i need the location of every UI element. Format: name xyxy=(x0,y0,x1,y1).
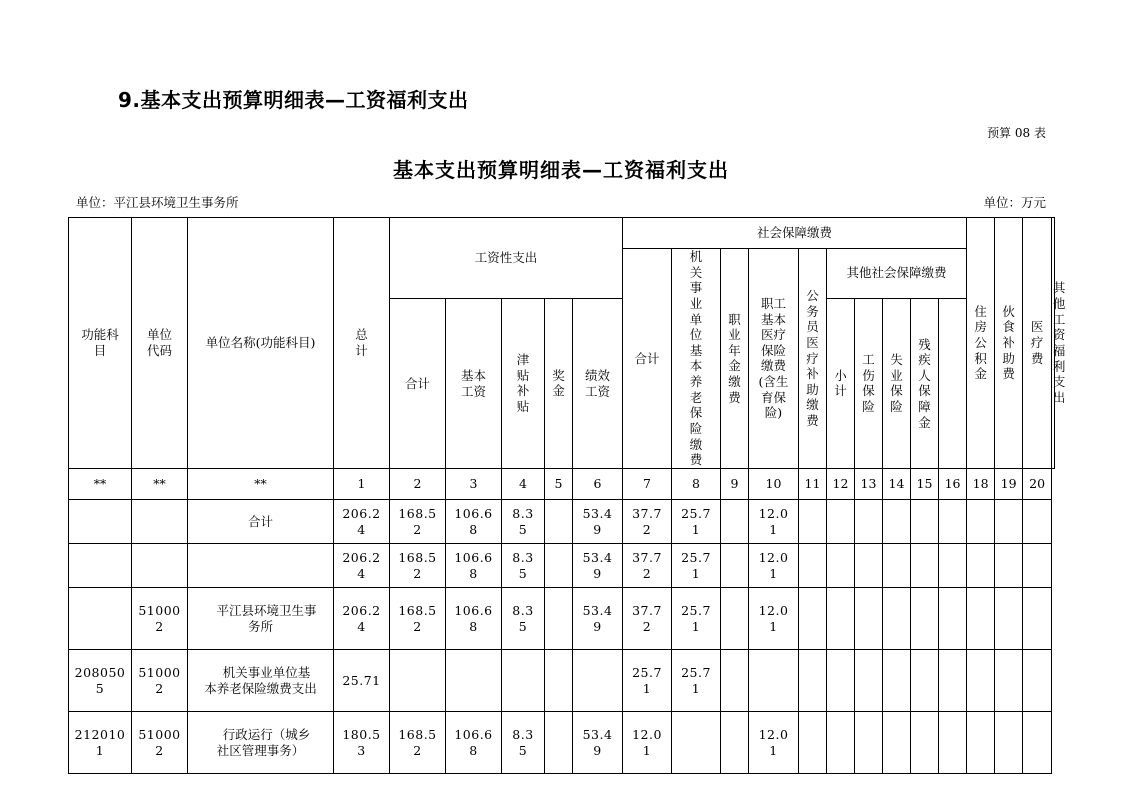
cell-line: 12.0 xyxy=(758,549,789,565)
index-cell: 6 xyxy=(573,469,623,500)
cell-line: 1 xyxy=(642,680,652,696)
empty-cell xyxy=(911,650,939,712)
empty-cell xyxy=(883,712,911,774)
unit-code-cell xyxy=(132,650,188,712)
cell-line: 本养老保险缴费支出 xyxy=(204,680,317,696)
cell-line: 8 xyxy=(469,521,478,537)
index-cell: 2 xyxy=(390,469,446,500)
header-injury: 工伤保险 xyxy=(855,299,883,469)
empty-cell xyxy=(799,712,827,774)
cell-line: 51000 xyxy=(138,664,181,680)
cell-line: 37.7 xyxy=(632,602,662,618)
cell-line: 1 xyxy=(691,618,701,634)
unit-name-label: 单位：平江县环境卫生事务所 xyxy=(76,195,239,210)
cell-line: 168.5 xyxy=(398,549,437,565)
header-performance: 绩效工资 xyxy=(573,299,623,469)
header-unit-code: 单位代码 xyxy=(132,218,188,469)
cell-line: 8 xyxy=(469,742,478,758)
cell-line: 2 xyxy=(642,565,652,581)
cell-line: 机关事业单位基 xyxy=(222,664,311,680)
cell-line: 1 xyxy=(769,618,778,634)
header-wage-group: 工资性支出 xyxy=(390,218,623,299)
cell-line: 9 xyxy=(593,742,602,758)
cell-line: 53.4 xyxy=(582,726,613,742)
cell-line: 106.6 xyxy=(454,602,493,618)
cell-line: 106.6 xyxy=(454,549,493,565)
header-civil-medical: 公务员医疗补助缴费 xyxy=(799,249,827,469)
cell-line: 25.7 xyxy=(681,505,711,521)
wage-total-cell xyxy=(390,500,446,544)
cell-line: 社区管理事务） xyxy=(216,742,305,758)
header-social-total: 合计 xyxy=(623,249,672,469)
index-cell: ** xyxy=(132,469,188,500)
func-code-cell xyxy=(69,588,132,650)
cell-line: 3 xyxy=(357,742,366,758)
cell-line: 5 xyxy=(518,618,528,634)
header-annuity: 职业年金缴费 xyxy=(721,249,749,469)
empty-cell xyxy=(1023,650,1052,712)
cell-line: 5 xyxy=(518,521,528,537)
unit-code-cell xyxy=(132,712,188,774)
unit-name-cell xyxy=(188,500,334,544)
header-unit-name: 单位名称(功能科目) xyxy=(188,218,334,469)
cell-line: 9 xyxy=(593,521,602,537)
empty-cell xyxy=(911,712,939,774)
header-other-social-group: 其他社会保障缴费 xyxy=(827,249,967,299)
basic-wage-cell xyxy=(446,712,502,774)
cell-line: 12.0 xyxy=(758,505,789,521)
wage-total-cell xyxy=(390,650,446,712)
social-total-cell xyxy=(623,712,672,774)
bonus-cell xyxy=(545,500,573,544)
header-row xyxy=(69,218,1055,249)
unit-code-cell xyxy=(132,544,188,588)
cell-line: 25.71 xyxy=(342,672,381,688)
cell-line: 51000 xyxy=(138,726,181,742)
cell-line: 8 xyxy=(469,618,478,634)
cell-line: 106.6 xyxy=(454,726,493,742)
header-wage-total: 合计 xyxy=(390,299,446,469)
func-code-cell xyxy=(69,500,132,544)
header-total: 总计 xyxy=(334,218,390,469)
medical-cell xyxy=(749,544,799,588)
empty-cell xyxy=(799,588,827,650)
header-disability: 残疾人保障金 xyxy=(911,299,939,469)
index-cell: 13 xyxy=(855,469,883,500)
performance-cell xyxy=(573,500,623,544)
cell-line: 1 xyxy=(691,521,701,537)
empty-cell xyxy=(799,544,827,588)
empty-cell xyxy=(939,650,967,712)
empty-cell xyxy=(939,544,967,588)
header-medical-fee: 医疗费 xyxy=(1023,218,1052,469)
empty-cell xyxy=(995,500,1023,544)
empty-cell xyxy=(911,544,939,588)
header-subtotal: 小计 xyxy=(827,299,855,469)
social-total-cell xyxy=(623,588,672,650)
index-cell: 11 xyxy=(799,469,827,500)
index-cell: 10 xyxy=(749,469,799,500)
empty-cell xyxy=(939,712,967,774)
func-code-cell xyxy=(69,650,132,712)
wage-total-cell xyxy=(390,712,446,774)
cell-line: 8.3 xyxy=(512,505,534,521)
index-cell: 16 xyxy=(939,469,967,500)
table-title: 基本支出预算明细表—工资福利支出 xyxy=(393,158,729,182)
cell-line: 2 xyxy=(413,742,422,758)
basic-wage-cell xyxy=(446,650,502,712)
cell-line: 2 xyxy=(155,618,164,634)
currency-unit-label: 单位：万元 xyxy=(983,195,1046,210)
cell-line: 1 xyxy=(691,565,701,581)
allowance-cell xyxy=(502,544,545,588)
cell-line: 53.4 xyxy=(582,505,613,521)
index-cell: 19 xyxy=(995,469,1023,500)
cell-line: 9 xyxy=(593,565,602,581)
cell-line: 25.7 xyxy=(681,602,711,618)
medical-cell xyxy=(749,650,799,712)
empty-cell xyxy=(883,500,911,544)
wage-total-cell xyxy=(390,588,446,650)
empty-cell xyxy=(911,588,939,650)
index-cell: 1 xyxy=(334,469,390,500)
annuity-cell xyxy=(721,544,749,588)
total-cell xyxy=(334,588,390,650)
performance-cell xyxy=(573,588,623,650)
header-basic-wage: 基本工资 xyxy=(446,299,502,469)
index-cell: 8 xyxy=(672,469,721,500)
unit-name-cell xyxy=(188,544,334,588)
social-total-cell xyxy=(623,544,672,588)
pension-cell xyxy=(672,588,721,650)
cell-line: 8 xyxy=(469,565,478,581)
empty-cell xyxy=(1023,544,1052,588)
cell-line: 行政运行（城乡 xyxy=(222,726,311,742)
index-cell: 15 xyxy=(911,469,939,500)
cell-line: 168.5 xyxy=(398,505,437,521)
table-row xyxy=(69,588,1055,650)
index-row xyxy=(69,469,1055,500)
form-number: 预算 08 表 xyxy=(987,126,1046,140)
pension-cell xyxy=(672,500,721,544)
func-code-cell xyxy=(69,544,132,588)
index-cell: 3 xyxy=(446,469,502,500)
annuity-cell xyxy=(721,500,749,544)
medical-cell xyxy=(749,500,799,544)
index-cell: 5 xyxy=(545,469,573,500)
index-cell: 12 xyxy=(827,469,855,500)
cell-line: 37.7 xyxy=(632,505,662,521)
cell-line: 168.5 xyxy=(398,726,437,742)
medical-cell xyxy=(749,588,799,650)
unit-name-cell xyxy=(188,650,334,712)
cell-line: 1 xyxy=(95,742,105,758)
unit-code-cell xyxy=(132,500,188,544)
empty-cell xyxy=(939,588,967,650)
cell-line: 51000 xyxy=(138,602,181,618)
total-cell xyxy=(334,712,390,774)
allowance-cell xyxy=(502,712,545,774)
header-pension: 机关事业单位基本养老保险缴费 xyxy=(672,249,721,469)
cell-line: 208050 xyxy=(74,664,126,680)
index-cell: 4 xyxy=(502,469,545,500)
func-code-cell xyxy=(69,712,132,774)
empty-cell xyxy=(855,588,883,650)
total-cell xyxy=(334,650,390,712)
empty-cell xyxy=(855,500,883,544)
header-func-code: 功能科目 xyxy=(69,218,132,469)
performance-cell xyxy=(573,650,623,712)
empty-cell xyxy=(967,500,995,544)
empty-cell xyxy=(1023,712,1052,774)
social-total-cell xyxy=(623,650,672,712)
empty-cell xyxy=(995,712,1023,774)
empty-cell xyxy=(827,588,855,650)
table-row xyxy=(69,650,1055,712)
cell-line: 2 xyxy=(642,521,652,537)
empty-cell xyxy=(799,500,827,544)
header-housing-fund: 住房公积金 xyxy=(967,218,995,469)
bonus-cell xyxy=(545,588,573,650)
index-cell: ** xyxy=(188,469,334,500)
header-meal: 伙食补助费 xyxy=(995,218,1023,469)
empty-cell xyxy=(855,544,883,588)
budget-table xyxy=(68,217,1066,774)
empty-cell xyxy=(883,588,911,650)
empty-cell xyxy=(883,650,911,712)
cell-line: 1 xyxy=(642,742,652,758)
empty-cell xyxy=(1023,500,1052,544)
cell-line: 1 xyxy=(769,565,778,581)
empty-cell xyxy=(827,712,855,774)
unit-code-cell xyxy=(132,588,188,650)
bonus-cell xyxy=(545,544,573,588)
cell-line: 2 xyxy=(155,742,164,758)
allowance-cell xyxy=(502,650,545,712)
cell-line: 4 xyxy=(357,521,366,537)
cell-line: 53.4 xyxy=(582,602,613,618)
cell-line: 平江县环境卫生事 xyxy=(216,602,317,618)
cell-line: 5 xyxy=(518,565,528,581)
cell-line: 206.2 xyxy=(342,549,381,565)
header-medical: 职工基本医疗保险缴费(含生育保险) xyxy=(749,249,799,469)
cell-line: 8.3 xyxy=(512,602,534,618)
allowance-cell xyxy=(502,500,545,544)
annuity-cell xyxy=(721,650,749,712)
cell-line: 务所 xyxy=(247,618,273,634)
cell-line: 1 xyxy=(769,742,778,758)
empty-cell xyxy=(827,650,855,712)
cell-line: 25.7 xyxy=(681,549,711,565)
social-total-cell xyxy=(623,500,672,544)
cell-line: 180.5 xyxy=(342,726,381,742)
empty-cell xyxy=(799,650,827,712)
cell-line: 206.2 xyxy=(342,602,381,618)
index-cell: ** xyxy=(69,469,132,500)
annuity-cell xyxy=(721,712,749,774)
index-cell: 14 xyxy=(883,469,911,500)
empty-cell xyxy=(855,712,883,774)
total-cell xyxy=(334,500,390,544)
pension-cell xyxy=(672,650,721,712)
pension-cell xyxy=(672,712,721,774)
basic-wage-cell xyxy=(446,588,502,650)
cell-line: 8.3 xyxy=(512,549,534,565)
cell-line: 2 xyxy=(413,618,422,634)
cell-line: 1 xyxy=(691,680,701,696)
cell-line: 106.6 xyxy=(454,505,493,521)
table-row xyxy=(69,712,1055,774)
empty-cell xyxy=(827,544,855,588)
cell-line: 168.5 xyxy=(398,602,437,618)
header-unemployment: 失业保险 xyxy=(883,299,911,469)
index-cell: 20 xyxy=(1023,469,1052,500)
header-bonus: 奖金 xyxy=(545,299,573,469)
performance-cell xyxy=(573,544,623,588)
cell-line: 37.7 xyxy=(632,549,662,565)
cell-line: 4 xyxy=(357,565,366,581)
cell-line: 25.7 xyxy=(681,664,711,680)
empty-cell xyxy=(939,500,967,544)
total-cell xyxy=(334,544,390,588)
empty-cell xyxy=(967,544,995,588)
cell-line: 1 xyxy=(769,521,778,537)
empty-cell xyxy=(911,500,939,544)
cell-line: 12.0 xyxy=(758,726,789,742)
empty-cell xyxy=(995,544,1023,588)
empty-cell xyxy=(967,712,995,774)
unit-name-cell xyxy=(188,712,334,774)
empty-cell xyxy=(995,650,1023,712)
cell-line: 206.2 xyxy=(342,505,381,521)
empty-cell xyxy=(855,650,883,712)
bonus-cell xyxy=(545,650,573,712)
bonus-cell xyxy=(545,712,573,774)
header-other-wage: 其他工资福利支出 xyxy=(1052,218,1055,469)
header-allowance: 津贴补贴 xyxy=(502,299,545,469)
cell-line: 53.4 xyxy=(582,549,613,565)
empty-cell xyxy=(967,588,995,650)
cell-line: 5 xyxy=(95,680,105,696)
wage-total-cell xyxy=(390,544,446,588)
table-row xyxy=(69,500,1055,544)
empty-cell xyxy=(827,500,855,544)
cell-line: 合计 xyxy=(247,513,273,529)
table-row xyxy=(69,544,1055,588)
empty-cell xyxy=(883,544,911,588)
cell-line: 9 xyxy=(593,618,602,634)
allowance-cell xyxy=(502,588,545,650)
cell-line: 2 xyxy=(413,521,422,537)
cell-line: 12.0 xyxy=(758,602,789,618)
basic-wage-cell xyxy=(446,500,502,544)
basic-wage-cell xyxy=(446,544,502,588)
section-title: 9.基本支出预算明细表—工资福利支出 xyxy=(118,88,469,112)
cell-line: 2 xyxy=(413,565,422,581)
cell-line: 4 xyxy=(357,618,366,634)
empty-cell xyxy=(1023,588,1052,650)
cell-line: 12.0 xyxy=(632,726,662,742)
pension-cell xyxy=(672,544,721,588)
cell-line: 2 xyxy=(155,680,164,696)
unit-name-cell xyxy=(188,588,334,650)
index-cell: 7 xyxy=(623,469,672,500)
cell-line: 5 xyxy=(518,742,528,758)
index-cell: 18 xyxy=(967,469,995,500)
cell-line: 2 xyxy=(642,618,652,634)
cell-line: 212010 xyxy=(74,726,126,742)
cell-line: 25.7 xyxy=(632,664,662,680)
empty-cell xyxy=(995,588,1023,650)
header-social-group: 社会保障缴费 xyxy=(623,218,967,249)
index-cell: 9 xyxy=(721,469,749,500)
performance-cell xyxy=(573,712,623,774)
annuity-cell xyxy=(721,588,749,650)
cell-line: 8.3 xyxy=(512,726,534,742)
empty-cell xyxy=(967,650,995,712)
medical-cell xyxy=(749,712,799,774)
